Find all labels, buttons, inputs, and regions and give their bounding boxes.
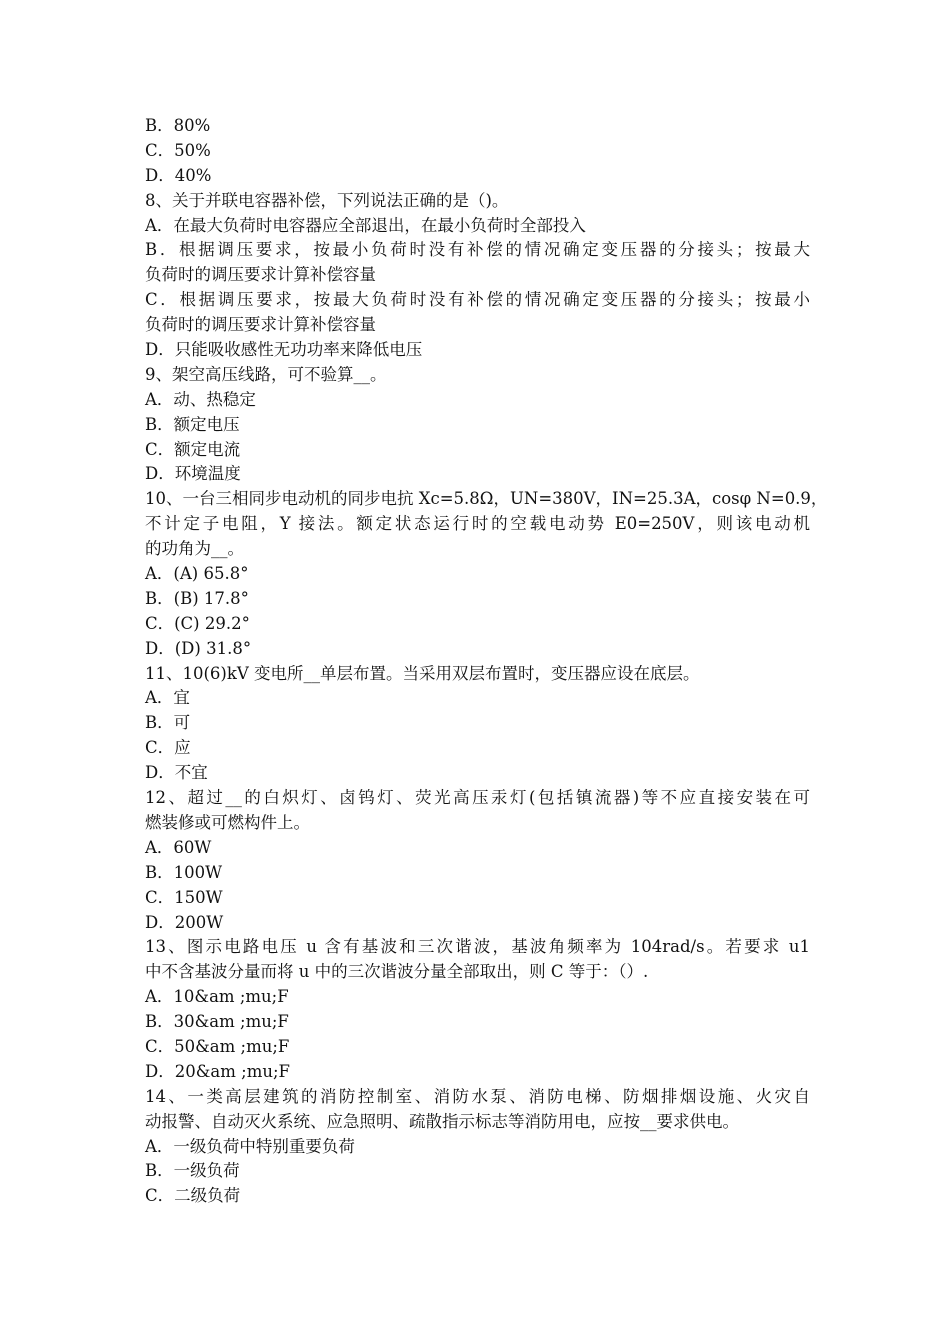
text-line: 11、10(6)kV 变电所__单层布置。当采用双层布置时，变压器应设在底层。 — [145, 663, 700, 683]
text-line: A．宜 — [145, 688, 190, 708]
text-line: D．200W — [145, 912, 224, 932]
text-line: A．在最大负荷时电容器应全部退出，在最小负荷时全部投入 — [145, 215, 586, 235]
text-line: C．二级负荷 — [145, 1186, 241, 1206]
text-line: D．只能吸收感性无功功率来降低电压 — [145, 340, 423, 360]
text-line: C．50% — [145, 140, 211, 160]
text-line: B．根据调压要求，按最小负荷时没有补偿的情况确定变压器的分接头；按最大 — [145, 240, 810, 260]
text-line: C．应 — [145, 738, 191, 758]
text-line: 燃装修或可燃构件上。 — [145, 812, 310, 832]
text-line: 10、一台三相同步电动机的同步电抗 Xc=5.8Ω，UN=380V，IN=25.3A，cosφ N=0.9， — [145, 489, 828, 509]
text-line: C．额定电流 — [145, 439, 241, 459]
text-line: A．动、热稳定 — [145, 389, 256, 409]
text-line: B．额定电压 — [145, 414, 240, 434]
text-line: 13、图示电路电压 u 含有基波和三次谐波，基波角频率为 104rad/s。若要求 u1 — [145, 937, 810, 957]
text-line: B．(B) 17.8° — [145, 588, 249, 608]
text-line: B．可 — [145, 713, 191, 733]
text-line: C．150W — [145, 887, 223, 907]
text-line: D．不宜 — [145, 763, 208, 783]
text-line: C．(C) 29.2° — [145, 613, 250, 633]
text-line: 负荷时的调压要求计算补偿容量 — [145, 315, 376, 335]
text-line: 9、架空高压线路，可不验算__。 — [145, 364, 387, 384]
text-line: 12、超过__的白炽灯、卤钨灯、荧光高压汞灯(包括镇流器)等不应直接安装在可 — [145, 788, 810, 808]
text-line: D．环境温度 — [145, 464, 241, 484]
text-line: 中不含基波分量而将 u 中的三次谐波分量全部取出，则 C 等于：（）. — [145, 962, 649, 982]
text-line: A．一级负荷中特别重要负荷 — [145, 1136, 355, 1156]
text-line: B．30&am ;mu;F — [145, 1012, 289, 1032]
text-line: B．80% — [145, 116, 211, 135]
text-line: A．60W — [145, 837, 212, 857]
text-line: C．50&am ;mu;F — [145, 1036, 290, 1056]
text-line: B．一级负荷 — [145, 1161, 240, 1181]
text-line: B．100W — [145, 862, 223, 882]
text-line: A．10&am ;mu;F — [145, 987, 289, 1007]
text-line: 的功角为__。 — [145, 539, 244, 559]
text-line: D．(D) 31.8° — [145, 638, 252, 658]
text-line: D．40% — [145, 165, 212, 185]
text-line: A．(A) 65.8° — [145, 564, 249, 584]
text-line: 14、一类高层建筑的消防控制室、消防水泵、消防电梯、防烟排烟设施、火灾自 — [145, 1086, 810, 1106]
text-line: 动报警、自动灭火系统、应急照明、疏散指示标志等消防用电，应按__要求供电。 — [145, 1111, 739, 1131]
document-page — [145, 114, 828, 1209]
text-line: 不计定子电阻，Y 接法。额定状态运行时的空载电动势 E0=250V，则该电动机 — [145, 514, 810, 534]
text-line: D．20&am ;mu;F — [145, 1061, 290, 1081]
text-line: C．根据调压要求，按最大负荷时没有补偿的情况确定变压器的分接头；按最小 — [145, 290, 810, 310]
text-line: 负荷时的调压要求计算补偿容量 — [145, 265, 376, 285]
text-line: 8、关于并联电容器补偿，下列说法正确的是（)。 — [145, 190, 509, 210]
